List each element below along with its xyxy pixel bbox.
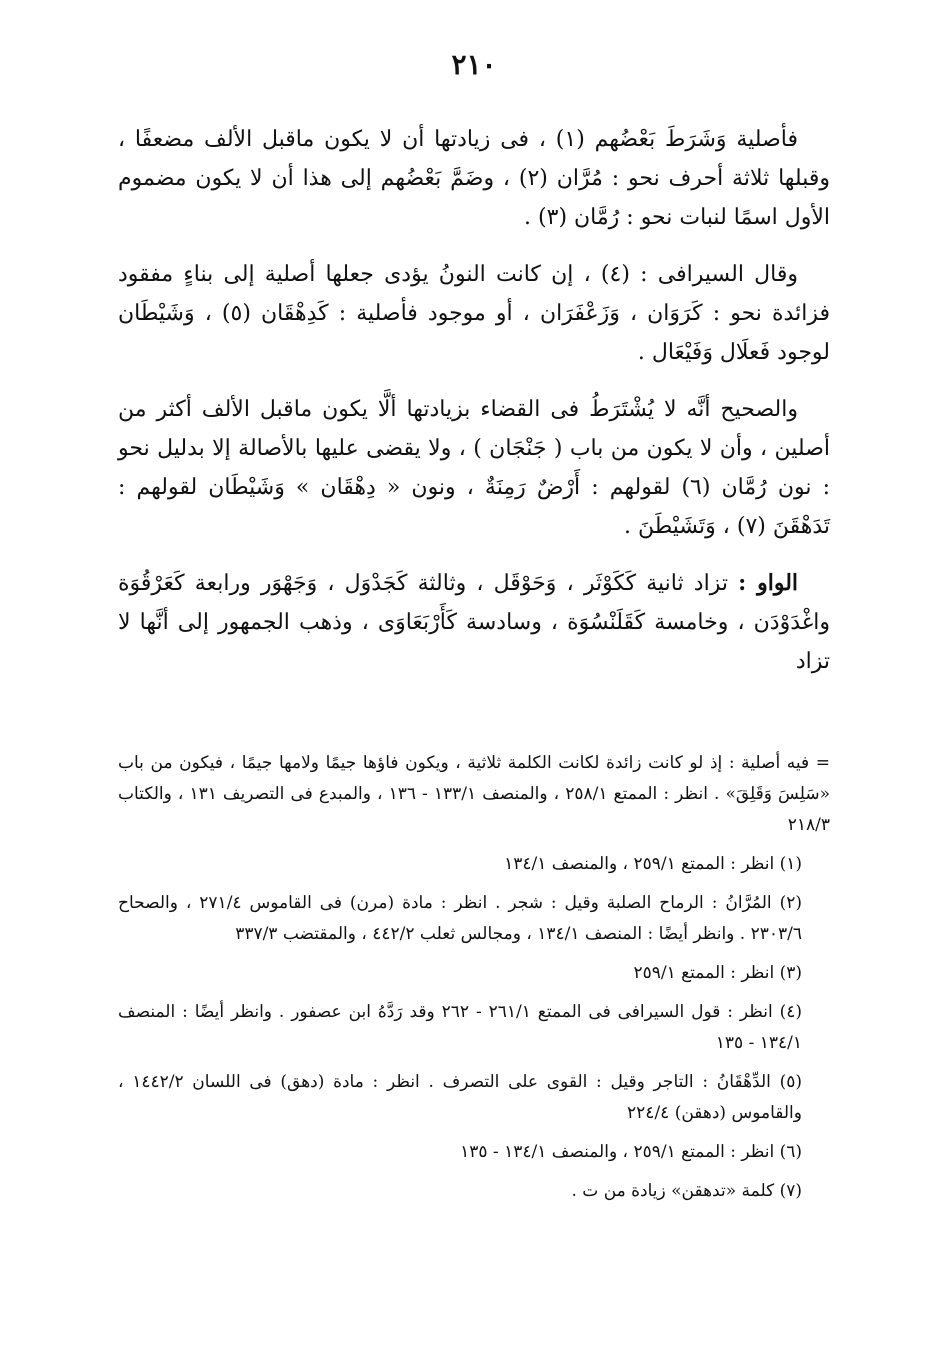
footnote-6: (٦) انظر : الممتع ٢٥٩/١ ، والمنصف ١٣٤/١ - ١٣٥	[460, 1142, 802, 1162]
paragraph-sahih: والصحيح أنَّه لا يُشْتَرَطُ فى القضاء بزيادتها ألَّا يكون ماقبل الألف أكثر من أصلين ، وأن لا يكون من باب ( جَنْجَان ) ، ولا يقضى عليها بالأصالة إلا بدليل نحو : نون رُمَّان (٦) لقولهم : أَرْضٌ رَمِنَةٌ ، ونون « دِهْقَان » وَشَيْطَان لقولهم : تَدَهْقَنَ (٧) ، وَتَشَيْطَنَ .	[118, 397, 830, 539]
section-heading-waw: الواو :	[738, 570, 799, 596]
paragraph-waw-text: تزاد ثانية كَكَوْثَر ، وَحَوْقَل ، وثالثة كَجَدْوَل ، وَجَهْوَر ورابعة كَعَرْقُوَة واغْدَوْدَن ، وخامسة كَقَلَنْسُوَة ، وسادسة كَأَرْبَعَاوَى ، وذهب الجمهور إلى أنَّها لا تزاد	[118, 571, 830, 674]
footnote-5: (٥) الدِّهْقَانُ : التاجر وقيل : القوى على التصرف . انظر : مادة (دهق) فى اللسان ١٤٤٢/٢ ، والقاموس (دهقن) ٢٢٤/٤	[118, 1072, 802, 1123]
footnote-2: (٢) المُرَّانُ : الرماح الصلبة وقيل : شجر . انظر : مادة (مرن) فى القاموس ٢٧١/٤ ، والصحاح ٢٣٠٣/٦ . وانظر أيضًا : المنصف ١٣٤/١ ، ومجالس ثعلب ٤٤٢/٢ ، والمقتضب ٣٣٧/٣	[118, 893, 802, 944]
footnotes	[118, 748, 830, 1215]
footnote-continuation: = فيه أصلية : إذ لو كانت زائدة لكانت الكلمة ثلاثية ، ويكون فاؤها جيمًا ولامها جيمًا ، فيكون من باب «سَلِسَ وَقَلِقَ» . انظر : الممتع ٢٥٨/١ ، والمنصف ١٣٣/١ - ١٣٦ ، والمبدع فى التصريف ١٣١ ، والكتاب ٢١٨/٣	[118, 753, 831, 835]
footnote-7: (٧) كلمة «تدهقن» زيادة من ت .	[571, 1181, 802, 1201]
paragraph-asliyya: فأصلية وَشَرَطَ بَعْضُهم (١) ، فى زيادتها أن لا يكون ماقبل الألف مضعفًا ، وقبلها ثلاثة أحرف نحو : مُرَّان (٢) ، وضَمَّ بَعْضُهم إلى هذا أن لا يكون مضموم الأول اسمًا لنبات نحو : رُمَّان (٣) .	[118, 127, 830, 230]
main-text	[118, 120, 830, 699]
footnote-4: (٤) انظر : قول السيرافى فى الممتع ٢٦١/١ - ٢٦٢ وقد رَدَّهُ ابن عصفور . وانظر أيضًا : المنصف ١٣٤/١ - ١٣٥	[118, 1002, 803, 1053]
footnote-1: (١) انظر : الممتع ٢٥٩/١ ، والمنصف ١٣٤/١	[504, 854, 802, 874]
page-number: ٢١٠	[451, 48, 497, 81]
paragraph-sirafi: وقال السيرافى : (٤) ، إن كانت النونُ يؤدى جعلها أصلية إلى بناءٍ مفقود فزائدة نحو : كَرَوَان ، وَزَعْفَرَان ، أو موجود فأصلية : كَدِهْقَان (٥) ، وَشَيْطَان لوجود فَعلَال وَفَيْعَال .	[118, 262, 830, 365]
paragraph-waw	[118, 564, 830, 681]
footnote-3: (٣) انظر : الممتع ٢٥٩/١	[633, 963, 802, 983]
